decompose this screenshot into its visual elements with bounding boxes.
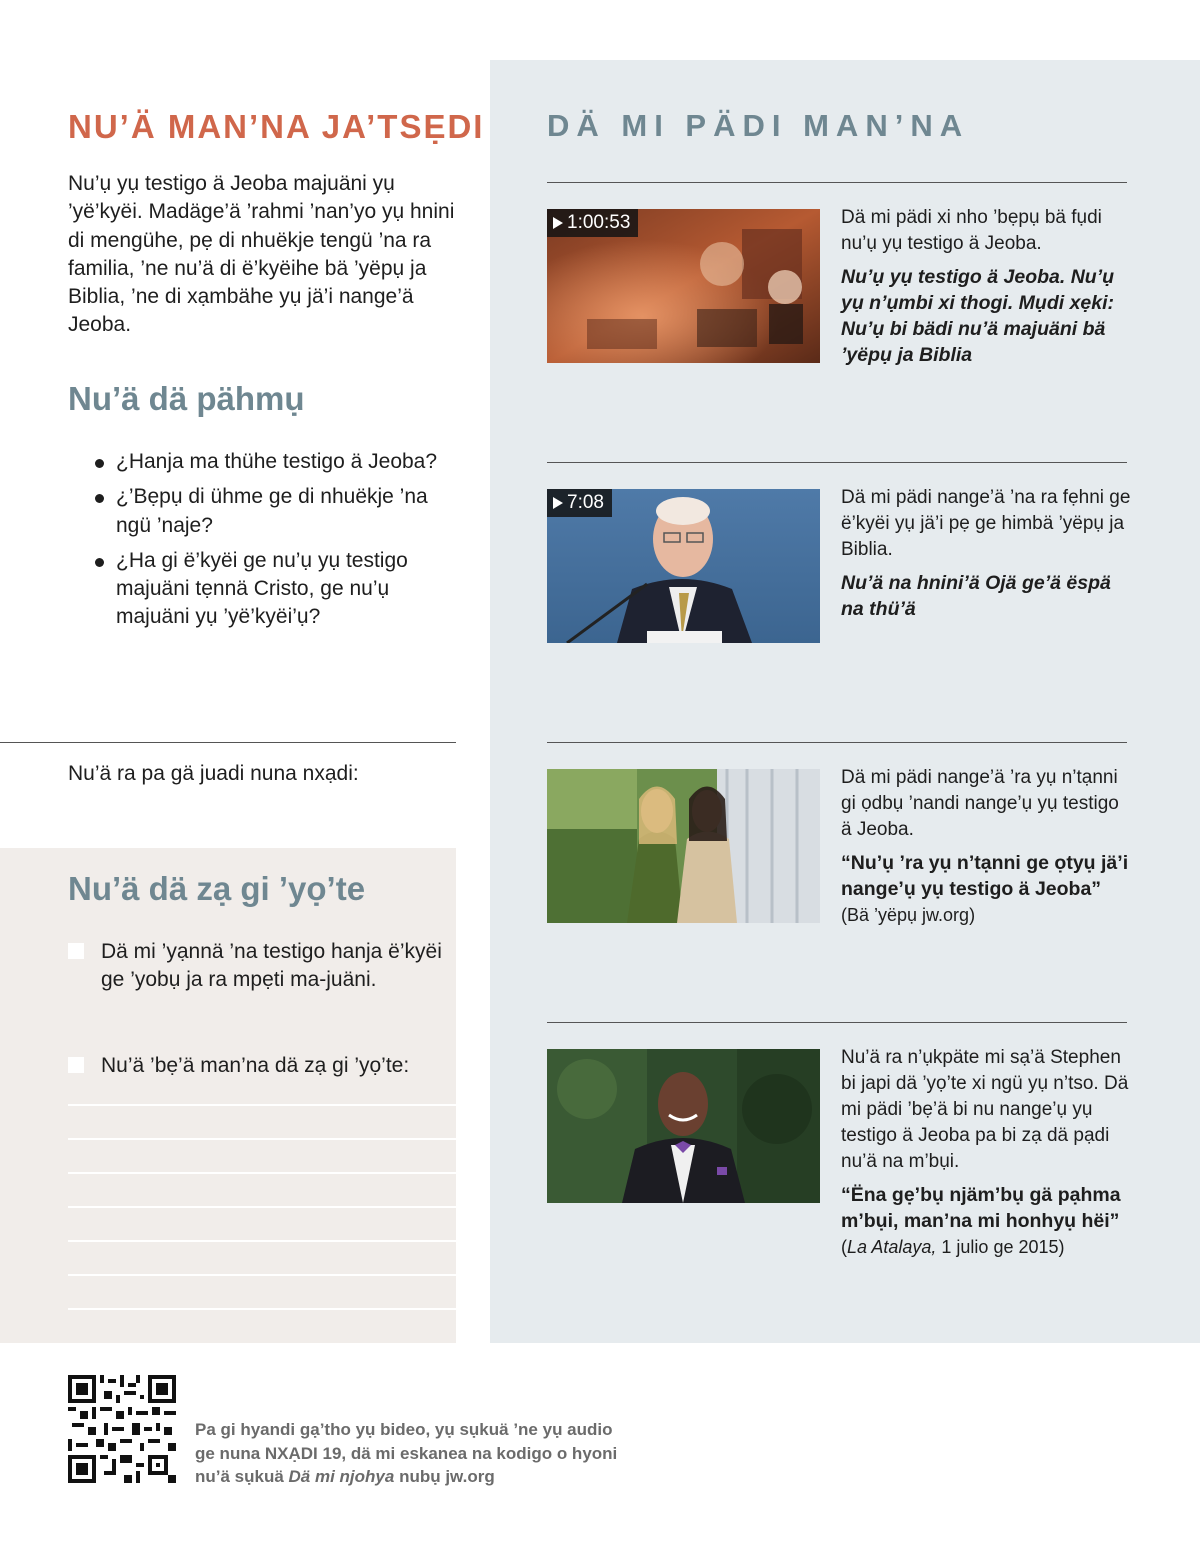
item-divider bbox=[547, 742, 1127, 743]
source-date: 1 julio ge 2015) bbox=[936, 1237, 1065, 1257]
duration-badge bbox=[547, 209, 638, 237]
question-item: ¿’Bẹpụ di ühme ge di nhuëkje ’na ngü ’naje? bbox=[90, 483, 450, 540]
resource-title[interactable]: Nu’ụ yụ testigo ä Jeoba. Nu’ụ yụ n’ụmbi xi thogi. Mụdi xẹki: Nu’ụ bi bädi nu’ä majuäni bä ’yëpụ ja Biblia bbox=[841, 266, 1115, 366]
door-to-door-image bbox=[547, 769, 820, 923]
goal-item bbox=[68, 938, 448, 995]
resource-title[interactable]: “Ëna gẹ’bụ njäm’bụ gä pạhma m’bụi, man’na mi honhyụ hëi” bbox=[841, 1184, 1121, 1232]
resource-text bbox=[841, 205, 1131, 368]
play-icon bbox=[553, 497, 563, 509]
write-line[interactable] bbox=[68, 1104, 456, 1106]
goal-text: Dä mi ’yạnnä ’na testigo hanja ë’kyëi ge ’yobụ ja ra mpẹti ma-juäni. bbox=[101, 940, 442, 992]
article-thumbnail[interactable] bbox=[547, 1049, 820, 1203]
item-divider bbox=[547, 1022, 1127, 1023]
qr-code-icon bbox=[68, 1375, 176, 1483]
resource-description: Dä mi pädi xi nho ’bẹpụ bä fụdi nu’ụ yụ testigo ä Jeoba. bbox=[841, 207, 1102, 254]
footer-note bbox=[195, 1418, 635, 1489]
footer-site: nubụ jw.org bbox=[394, 1467, 495, 1486]
item-divider bbox=[547, 462, 1127, 463]
portrait-image bbox=[547, 1049, 820, 1203]
main-heading: NU’Ä MAN’NA JA’TSẸDI bbox=[68, 108, 485, 145]
resource-title[interactable]: Nu’ä na hnini’ä Ojä ge’ä ëspä na thü’ä bbox=[841, 572, 1111, 620]
resources-heading: DÄ MI PÄDI MAN’NA bbox=[547, 108, 970, 143]
think-heading: Nu’ä dä pähmụ bbox=[68, 380, 305, 417]
source-open: ( bbox=[841, 1237, 847, 1257]
section-divider bbox=[0, 742, 456, 743]
qr-code[interactable] bbox=[68, 1375, 176, 1483]
write-line[interactable] bbox=[68, 1172, 456, 1174]
intro-paragraph: Nu’ụ yụ testigo ä Jeoba majuäni yụ ’yë’kyëi. Madäge’ä ’rahmi ’nan’yo yụ hnini di mengühe, pẹ di nhuëkje tengü ’na ra familia, ’ne nu’ä di ë’kyëihe bä ’yëpụ ja Biblia, ’ne di xạmbähe yụ jä’i nange’ä Jeoba. bbox=[68, 172, 455, 337]
footer-app-name[interactable]: Dä mi njohya bbox=[288, 1467, 395, 1486]
goals-heading: Nu’ä dä zạ gi ’yọ’te bbox=[68, 870, 366, 907]
goal-checkbox[interactable] bbox=[68, 1057, 84, 1073]
write-line[interactable] bbox=[68, 1274, 456, 1276]
article-thumbnail[interactable] bbox=[547, 769, 820, 923]
write-line[interactable] bbox=[68, 1240, 456, 1242]
resource-source: (Bä ’yëpụ jw.org) bbox=[841, 905, 976, 925]
source-publication: La Atalaya, bbox=[847, 1237, 937, 1257]
question-item: ¿Ha gi ë’kyëi ge nu’ụ yụ testigo majuäni tẹnnä Cristo, ge nu’ụ majuäni yụ ’yë’kyëi’ụ? bbox=[90, 547, 450, 632]
play-icon bbox=[553, 217, 563, 229]
resource-title[interactable]: “Nu’ụ ’ra yụ n’tạnni ge ọtyụ jä’i nange’ụ yụ testigo ä Jeoba” bbox=[841, 852, 1129, 900]
video-thumbnail[interactable] bbox=[547, 489, 820, 643]
footer-text: Pa gi hyandi gạ’tho yụ bideo, yụ sụkuä ’ne yụ audio ge nuna NXẠDI 19, dä mi eskanea na kodigo o hyoni nu’ä sụkuä bbox=[195, 1420, 618, 1486]
resource-description: Nu’ä ra n’ụkpäte mi sạ’ä Stephen bi japi dä ’yọ’te xi ngü yụ n’tso. Dä mi pädi ’bẹ’ä bi nu nange’ụ yụ testigo ä Jeoba pa bi zạ dä pạdi nu’ä na m’bụi. bbox=[841, 1047, 1129, 1172]
question-item: ¿Hanja ma thühe testigo ä Jeoba? bbox=[90, 448, 450, 476]
goals-panel bbox=[0, 848, 456, 1343]
duration-text: 7:08 bbox=[567, 492, 604, 513]
duration-badge bbox=[547, 489, 612, 517]
next-topic-label: Nu’ä ra pa gä juadi nuna nxạdi: bbox=[68, 762, 359, 785]
resource-text bbox=[841, 765, 1131, 928]
write-line[interactable] bbox=[68, 1206, 456, 1208]
resource-text bbox=[841, 485, 1131, 622]
resource-source bbox=[841, 1234, 1131, 1260]
goal-text: Nu’ä ’bẹ’ä man’na dä zạ gi ’yọ’te: bbox=[101, 1054, 410, 1077]
video-thumbnail[interactable] bbox=[547, 209, 820, 363]
write-line[interactable] bbox=[68, 1138, 456, 1140]
duration-text: 1:00:53 bbox=[567, 212, 631, 233]
question-list bbox=[90, 448, 450, 639]
resource-text bbox=[841, 1045, 1131, 1260]
resource-description: Dä mi pädi nange’ä ’na ra fẹhni ge ë’kyëi yụ jä’i pẹ ge himbä ’yëpụ ja Biblia. bbox=[841, 487, 1131, 560]
goal-item bbox=[68, 1052, 448, 1080]
goal-checkbox[interactable] bbox=[68, 943, 84, 959]
resource-description: Dä mi pädi nange’ä ’ra yụ n’tạnni gi ọdbụ ’nandi nange’ụ yụ testigo ä Jeoba. bbox=[841, 767, 1119, 840]
item-divider bbox=[547, 182, 1127, 183]
write-line[interactable] bbox=[68, 1308, 456, 1310]
